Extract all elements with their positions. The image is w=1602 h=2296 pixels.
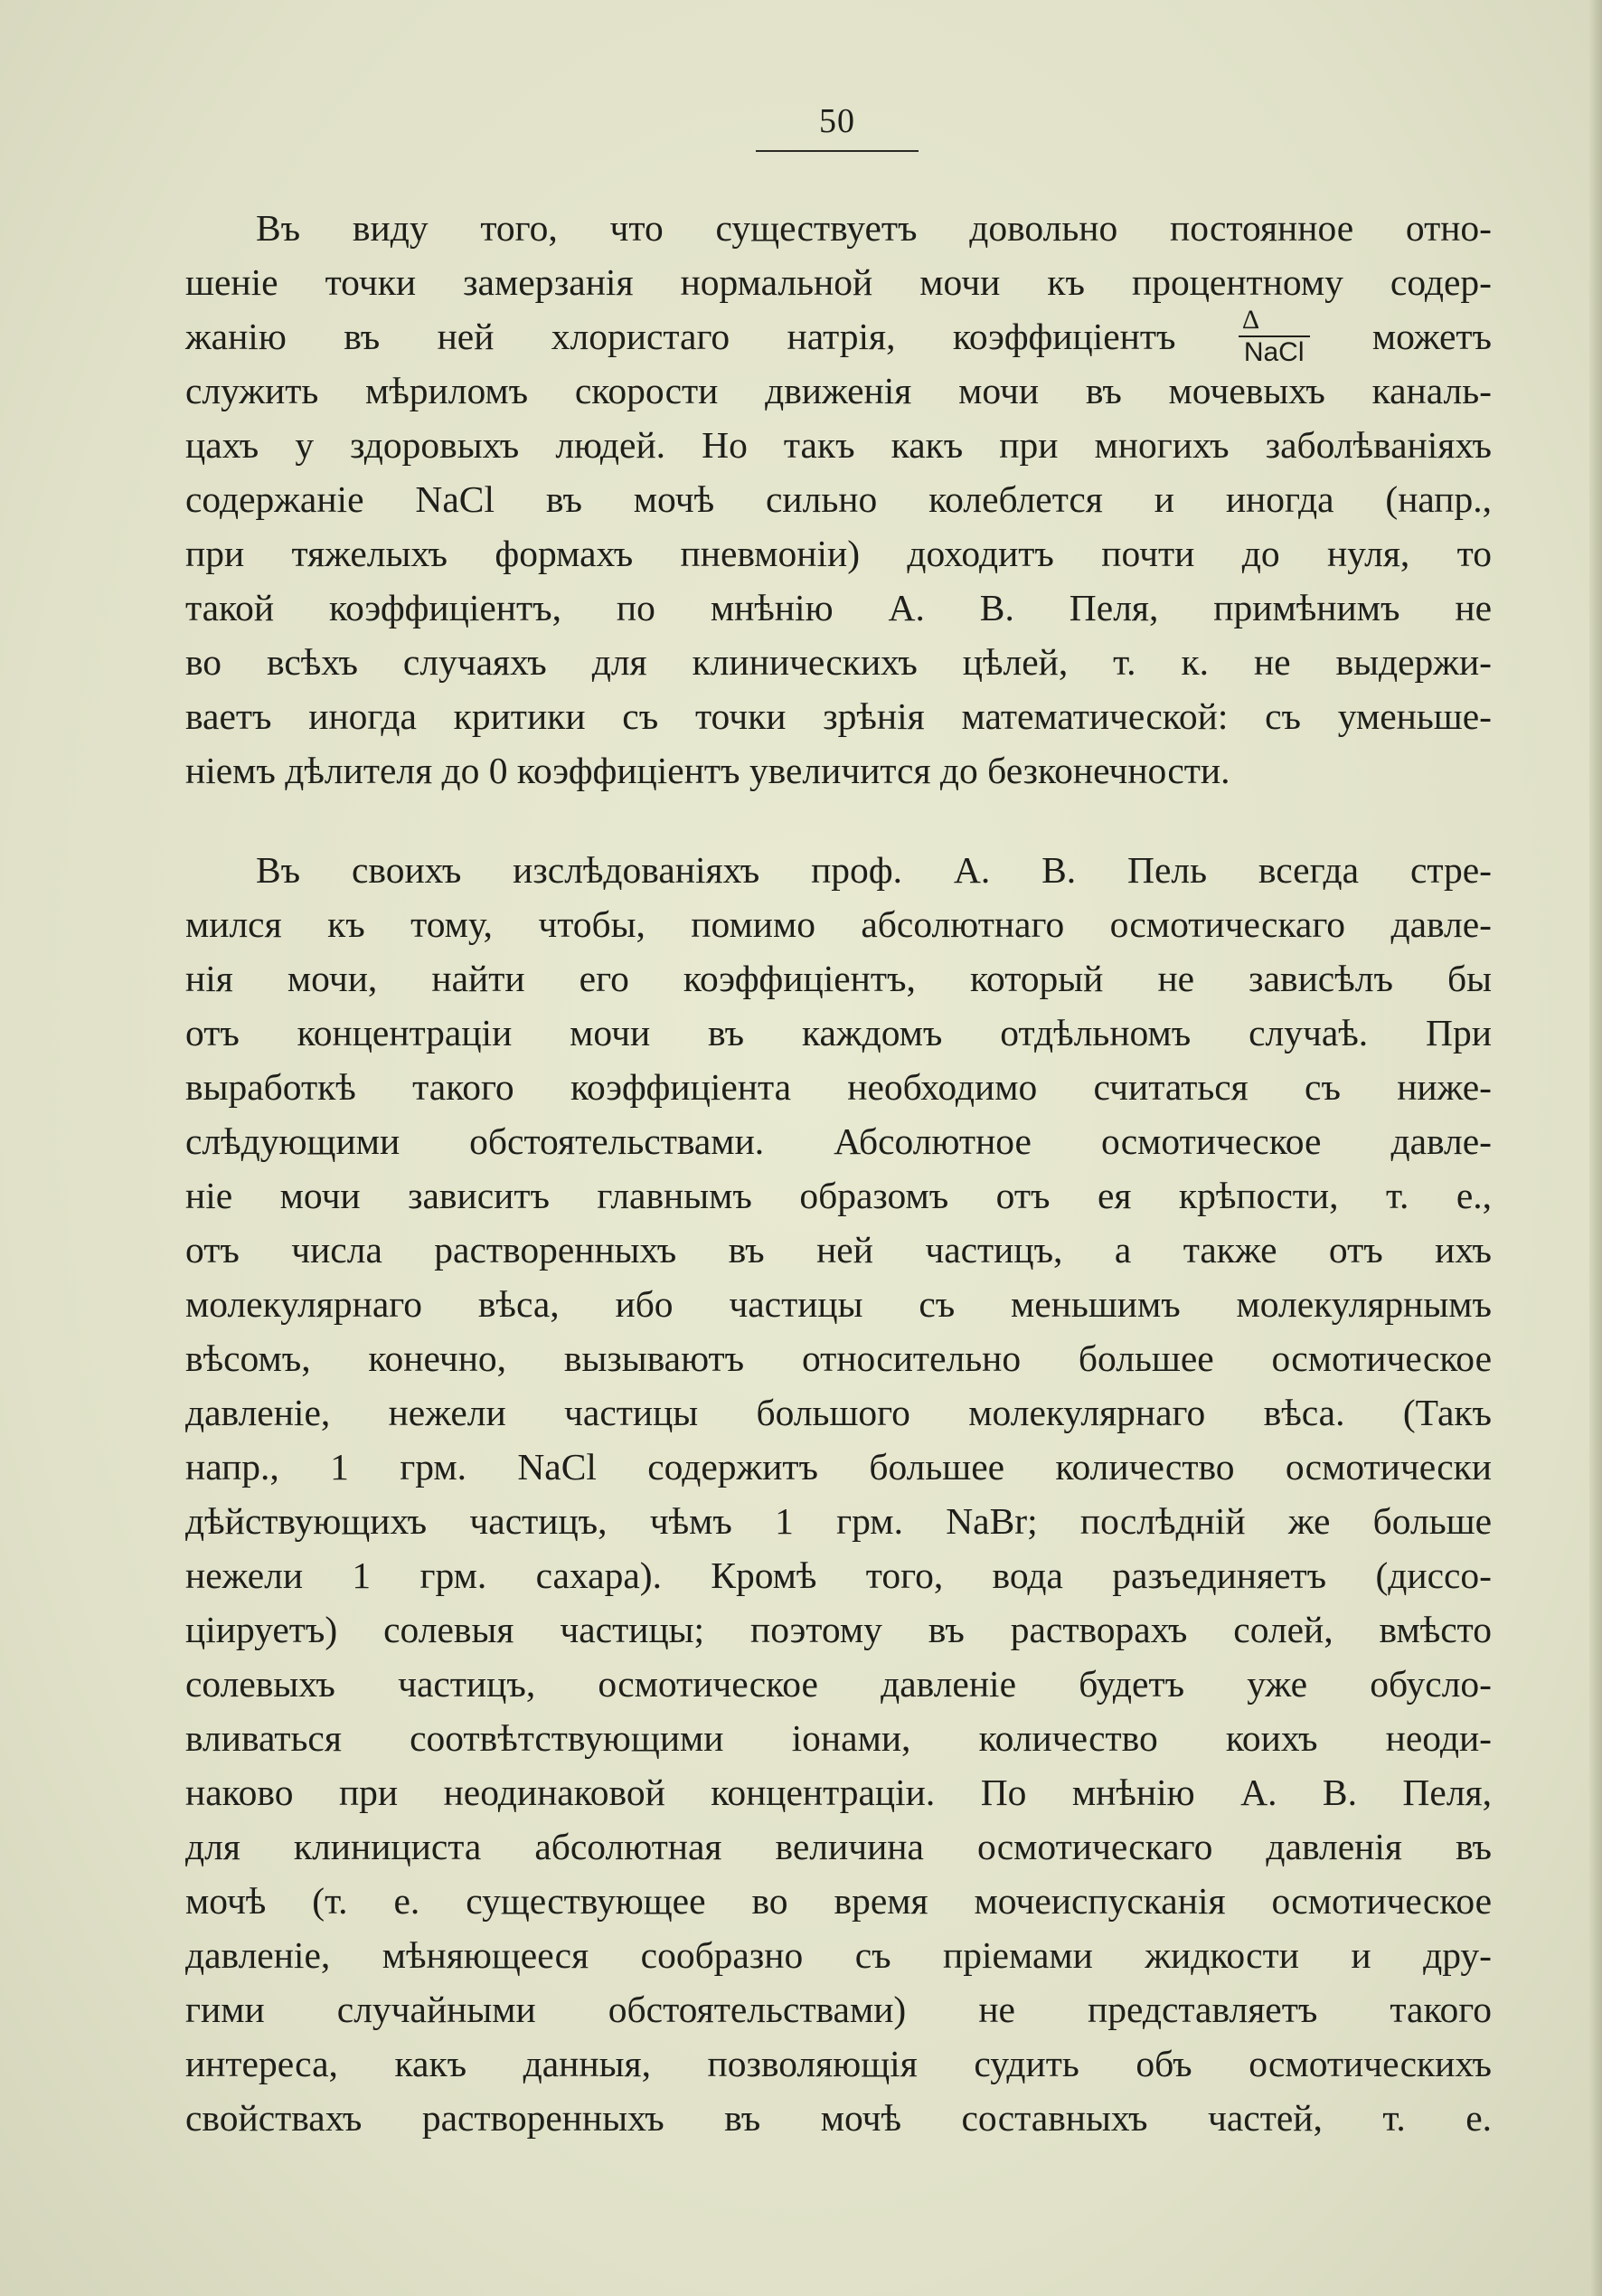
text-line: шеніе точки замерзанія нормальной мочи къ процентному содер- [185, 261, 1492, 303]
text-line: молекулярнаго вѣса, ибо частицы съ меньшимъ молекулярнымъ [185, 1283, 1492, 1325]
text-line: наково при неодинаковой концентраціи. По мнѣнію А. В. Пеля, [185, 1772, 1492, 1813]
delta-over-nacl-fraction [1239, 307, 1310, 366]
text-line: давленіе, мѣняющееся сообразно съ пріемами жидкости и дру- [185, 1934, 1492, 1976]
fraction-denominator: NaCl [1239, 335, 1310, 366]
text-line: солевыхъ частицъ, осмотическое давленіе будетъ уже обусло- [185, 1663, 1492, 1705]
text-line: напр., 1 грм. NaCl содержитъ большее количество осмотически [185, 1446, 1492, 1488]
text-line: цахъ у здоровыхъ людей. Но такъ какъ при многихъ заболѣваніяхъ [185, 424, 1492, 466]
text-line: свойствахъ растворенныхъ въ мочѣ составныхъ частей, т. е. [185, 2097, 1492, 2139]
text-line: дѣйствующихъ частицъ, чѣмъ 1 грм. NaBr; послѣдній же больше [185, 1500, 1492, 1542]
page-number: 50 [819, 102, 855, 140]
text-line: при тяжелыхъ формахъ пневмоніи) доходитъ почти до нуля, то [185, 533, 1492, 574]
fraction-line-after: можетъ [1371, 316, 1493, 357]
text-line-with-fraction [185, 305, 1493, 368]
text-line: служить мѣриломъ скорости движенія мочи въ мочевыхъ каналь- [185, 370, 1492, 411]
text-line: мился къ тому, чтобы, помимо абсолютнаго осмотическаго давле- [185, 903, 1492, 945]
text-line: отъ концентраціи мочи въ каждомъ отдѣльномъ случаѣ. При [185, 1012, 1492, 1054]
text-line: мочѣ (т. е. существующее во время мочеиспусканія осмотическое [185, 1880, 1492, 1922]
fraction-numerator: Δ [1241, 305, 1260, 335]
paragraph-1 [185, 201, 1492, 798]
text-line: вѣсомъ, конечно, вызываютъ относительно большее осмотическое [185, 1337, 1492, 1379]
text-line: ваетъ иногда критики съ точки зрѣнія математической: съ уменьше- [185, 695, 1492, 737]
text-line: отъ числа растворенныхъ въ ней частицъ, а также отъ ихъ [185, 1229, 1492, 1271]
text-line: гими случайными обстоятельствами) не представляетъ такого [185, 1989, 1492, 2030]
text-line: во всѣхъ случаяхъ для клиническихъ цѣлей, т. к. не выдержи- [185, 641, 1492, 683]
text-line: для клинициста абсолютная величина осмотическаго давленія въ [185, 1826, 1492, 1867]
text-line: нія мочи, найти его коэффиціентъ, который не зависѣлъ бы [185, 958, 1492, 999]
text-line: вливаться соотвѣтствующими іонами, количество коихъ неоди- [185, 1717, 1492, 1759]
text-line: такой коэффиціентъ, по мнѣнію А. В. Пеля, примѣнимъ не [185, 587, 1492, 628]
text-line: нежели 1 грм. сахара). Кромѣ того, вода разъединяетъ (диссо- [185, 1554, 1492, 1596]
page-number-rule [756, 150, 919, 152]
text-line: Въ виду того, что существуетъ довольно постоянное отно- [256, 207, 1492, 249]
text-line: содержаніе NaCl въ мочѣ сильно колеблется и иногда (напр., [185, 478, 1492, 520]
page-edge-shadow [1589, 0, 1602, 2296]
text-line: ніемъ дѣлителя до 0 коэффиціентъ увеличится до безконечности. [185, 750, 1230, 791]
text-line: слѣдующими обстоятельствами. Абсолютное осмотическое давле- [185, 1120, 1492, 1162]
text-line: ціируетъ) солевыя частицы; поэтому въ растворахъ солей, вмѣсто [185, 1609, 1492, 1650]
text-line: Въ своихъ изслѣдованіяхъ проф. А. В. Пель всегда стре- [256, 849, 1492, 891]
text-line: давленіе, нежели частицы большого молекулярнаго вѣса. (Такъ [185, 1392, 1492, 1433]
paragraph-2 [185, 843, 1492, 2145]
fraction-line-before: жанію въ ней хлористаго натрія, коэффиціентъ [185, 316, 1176, 357]
text-line: ніе мочи зависитъ главнымъ образомъ отъ ея крѣпости, т. е., [185, 1175, 1492, 1216]
text-line: интереса, какъ данныя, позволяющія судить объ осмотическихъ [185, 2043, 1492, 2084]
text-line: выработкѣ такого коэффиціента необходимо считаться съ ниже- [185, 1066, 1492, 1108]
